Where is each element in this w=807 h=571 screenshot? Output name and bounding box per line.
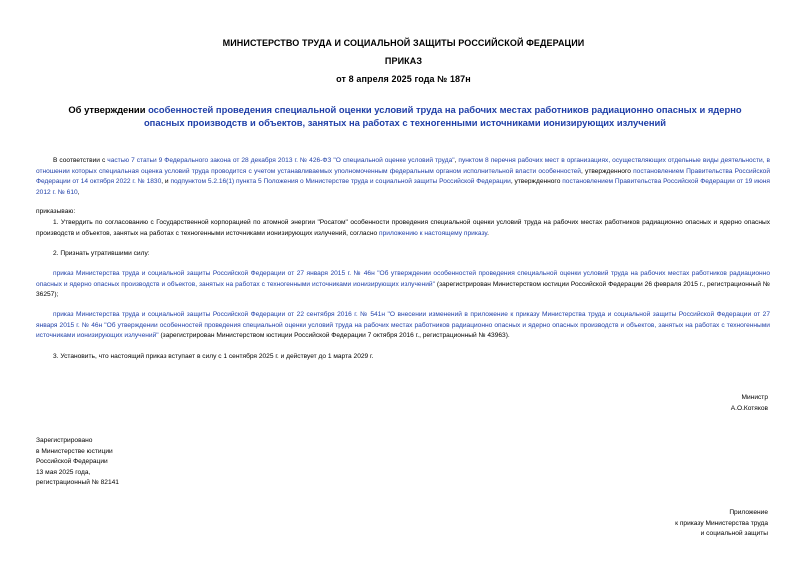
preamble-text-3: , утвержденного [581, 167, 634, 175]
appendix-header [675, 508, 768, 540]
registration-line-1: Зарегистрировано [36, 437, 93, 444]
registration-line-2: в Министерстве юстиции [36, 447, 113, 455]
doc-type-heading: ПРИКАЗ [384, 56, 423, 66]
preamble-text-5: , утвержденного [510, 178, 563, 185]
item-2a-text: (зарегистрирован Министерством юстиции Российской Федерации 26 февраля 2015 г., регистрационный № 36257); [36, 280, 770, 298]
signature-name: А.О.Котяков [730, 404, 768, 412]
registration-block [36, 436, 119, 489]
list-workplaces-link[interactable]: пунктом 8 перечня рабочих мест в организациях, осуществляющих отдельные виды деятельности, в отношении которых специальная оценка условий труда проводится с учетом устанавливаемых уполномоченным федеральным органом исполнительной власти особенностей [36, 157, 771, 175]
preamble-text-4: , и [161, 178, 171, 185]
item-1-paragraph [36, 218, 770, 239]
preamble-text-1: В соответствии с [53, 157, 108, 164]
resolution-610-link[interactable]: постановлением Правительства Российской Федерации от 19 июня 2012 г. № 610 [36, 178, 770, 196]
item-2b-text: (зарегистрирован Министерством юстиции Российской Федерации 7 октября 2016 г., регистрационный № 43963). [158, 332, 510, 339]
resolution-1830-link[interactable]: постановлением Правительства Российской Федерации от 14 октября 2022 г. № 1830 [36, 167, 771, 185]
appendix-line-1: Приложение [729, 509, 768, 516]
signature-block [731, 393, 768, 414]
item-3-paragraph: 3. Установить, что настоящий приказ вступает в силу с 1 сентября 2025 г. и действует до 1 марта 2029 г. [53, 353, 374, 360]
item-2-paragraph: 2. Признать утратившими силу: [53, 250, 150, 257]
registration-line-3: Российской Федерации [36, 458, 108, 465]
signature-position: Министр [741, 394, 768, 401]
date-number-heading: от 8 апреля 2025 года № 187н [336, 74, 471, 84]
document-title [60, 104, 750, 129]
appendix-line-2: к приказу Министерства труда [675, 519, 768, 527]
regulation-ministry-link[interactable]: подпунктом 5.2.16(1) пункта 5 Положения о Министерстве труда и социальной защиты Российской Федерации [170, 178, 511, 185]
title-prefix: Об утверждении [68, 104, 149, 115]
item-1-text: 1. Утвердить по согласованию с Государственной корпорацией по атомной энергии "Росатом" особенности проведения специальной оценки условий труда на рабочих местах работников радиационно опасных и ядерно опасных производств и объектов, занятых на работах с техногенными источниками ионизирующих излучений, согласно [36, 219, 770, 237]
law-426fz-link[interactable]: частью 7 статьи 9 Федерального закона от 28 декабря 2013 г. № 426-ФЗ "О специальной оценке условий труда" [107, 157, 455, 164]
appendix-link[interactable]: приложению к настоящему приказу [379, 229, 488, 237]
appendix-line-3: и социальной защиты [700, 530, 768, 537]
item-1-end: . [487, 229, 489, 237]
item-2b-paragraph [36, 310, 770, 342]
ministry-heading: МИНИСТЕРСТВО ТРУДА И СОЦИАЛЬНОЙ ЗАЩИТЫ РОССИЙСКОЙ ФЕДЕРАЦИИ [222, 38, 585, 48]
preamble-paragraph [36, 156, 770, 198]
title-link[interactable]: особенностей проведения специальной оценки условий труда на рабочих местах работников радиационно опасных и ядерно опасных производств и объектов, занятых на работах с техногенными источниками ионизирующих излучений [143, 104, 742, 128]
order-541n-link[interactable]: приказ Министерства труда и социальной защиты Российской Федерации от 22 сентября 2016 г. № 541н "О внесении изменений в приложение к приказу Министерства труда и социальной защиты Российской Федерации от 27 января 2015 г. № 46н "Об утверждении особенностей проведения специальной оценки условий труда на рабочих местах работников радиационно опасных и ядерно опасных производств и объектов, занятых на работах с техногенными источниками ионизирующих излучений" [36, 311, 770, 339]
item-2a-paragraph [36, 269, 770, 301]
registration-line-5: регистрационный № 82141 [36, 479, 119, 486]
orders-line: приказываю: [36, 208, 76, 215]
order-46n-link[interactable]: приказ Министерства труда и социальной защиты Российской Федерации от 27 января 2015 г. № 46н "Об утверждении особенностей проведения специальной оценки условий труда на рабочих местах работников радиационно опасных и ядерно опасных производств и объектов, занятых на работах с техногенными источниками ионизирующих излучений" [36, 270, 770, 288]
preamble-text-2: , [454, 157, 459, 164]
preamble-text-6: , [77, 188, 80, 196]
registration-line-4: 13 мая 2025 года, [36, 468, 91, 476]
